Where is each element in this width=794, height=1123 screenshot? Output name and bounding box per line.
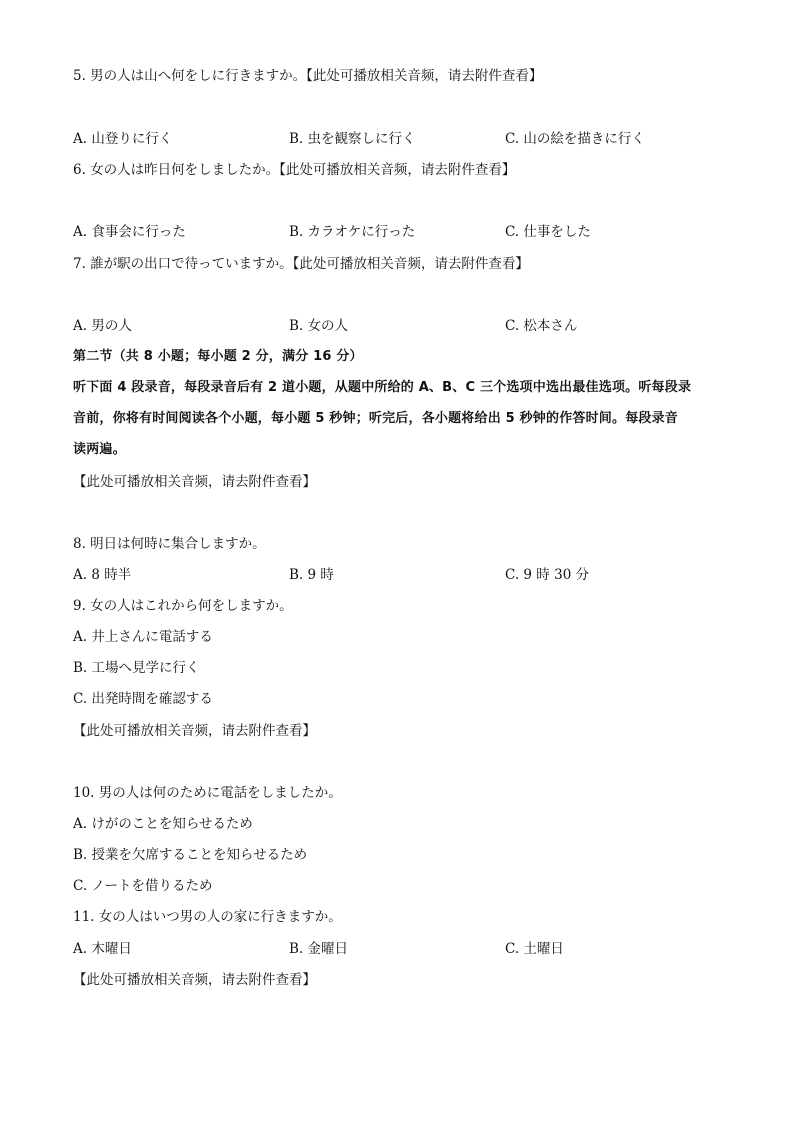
audio-placeholder-1[interactable]: 【此处可播放相关音频，请去附件查看】 xyxy=(73,474,316,490)
question-9-option-c: C. 出発時間を確認する xyxy=(73,691,213,707)
question-6: 6. 女の人は昨日何をしましたか。【此处可播放相关音频，请去附件查看】 xyxy=(73,162,516,178)
question-11: 11. 女の人はいつ男の人の家に行きますか。 xyxy=(73,909,342,925)
option-b: B. 虫を観察しに行く xyxy=(289,131,416,147)
audio-placeholder-3[interactable]: 【此处可播放相关音频，请去附件查看】 xyxy=(73,972,316,988)
section-2-instructions-line-1: 听下面 4 段录音，每段录音后有 2 道小题，从题中所给的 A、B、C 三个选项中选出最佳选项。听每段录 xyxy=(73,380,692,395)
question-10-option-c: C. ノートを借りるため xyxy=(73,878,213,894)
option-a: A. 木曜日 xyxy=(73,941,132,957)
section-2-heading: 第二节（共 8 小题；每小题 2 分，满分 16 分） xyxy=(73,349,363,364)
option-a: A. 男の人 xyxy=(73,318,132,334)
question-10: 10. 男の人は何のために電話をしましたか。 xyxy=(73,785,342,801)
option-b: B. カラオケに行った xyxy=(289,224,416,240)
option-b: B. 女の人 xyxy=(289,318,349,334)
option-b: B. 9 時 xyxy=(289,567,334,583)
question-10-option-a: A. けがのことを知らせるため xyxy=(73,816,253,832)
question-9-option-b: B. 工場へ見学に行く xyxy=(73,660,200,676)
option-a: A. 8 時半 xyxy=(73,567,132,583)
question-10-option-b: B. 授業を欠席することを知らせるため xyxy=(73,847,308,863)
option-a: A. 山登りに行く xyxy=(73,131,173,147)
question-8: 8. 明日は何時に集合しますか。 xyxy=(73,536,266,552)
question-11-options xyxy=(73,939,733,959)
question-7: 7. 誰が駅の出口で待っていますか。【此处可播放相关音频，请去附件查看】 xyxy=(73,256,529,272)
section-2-instructions-line-3: 读两遍。 xyxy=(73,442,126,457)
option-c: C. 松本さん xyxy=(505,318,578,334)
question-5-options xyxy=(73,129,733,149)
option-a: A. 食事会に行った xyxy=(73,224,186,240)
question-9-option-a: A. 井上さんに電話する xyxy=(73,629,213,645)
question-7-options xyxy=(73,316,733,336)
question-5: 5. 男の人は山へ何をしに行きますか。【此处可播放相关音频，请去附件查看】 xyxy=(73,68,543,84)
option-c: C. 9 時 30 分 xyxy=(505,567,590,583)
option-c: C. 山の絵を描きに行く xyxy=(505,131,645,147)
audio-placeholder-2[interactable]: 【此处可播放相关音频，请去附件查看】 xyxy=(73,723,316,739)
option-b: B. 金曜日 xyxy=(289,941,349,957)
section-2-instructions-line-2: 音前，你将有时间阅读各个小题，每小题 5 秒钟；听完后，各小题将给出 5 秒钟的作答时间。每段录音 xyxy=(73,411,678,426)
option-c: C. 土曜日 xyxy=(505,941,564,957)
question-9: 9. 女の人はこれから何をしますか。 xyxy=(73,598,293,614)
option-c: C. 仕事をした xyxy=(505,224,591,240)
question-6-options xyxy=(73,222,733,242)
question-8-options xyxy=(73,565,733,585)
